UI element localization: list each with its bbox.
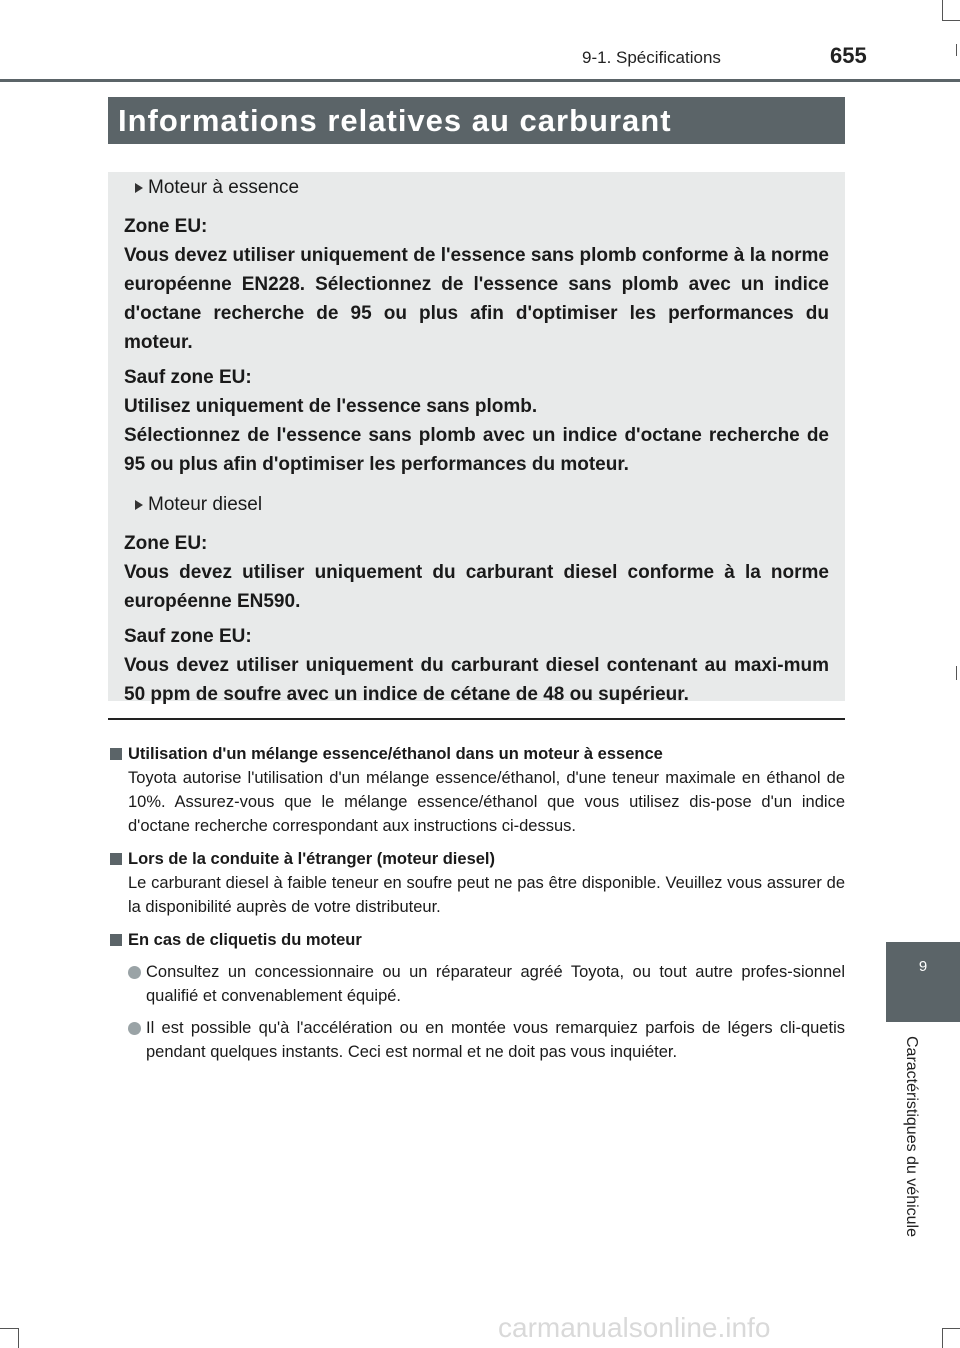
crop-mark [956, 666, 957, 680]
notes-section [108, 742, 845, 1073]
petrol-non-eu-text-1: Utilisez uniquement de l'essence sans plomb. [124, 396, 538, 417]
chapter-number: 9 [918, 958, 928, 975]
petrol-engine-heading-text: Moteur à essence [148, 177, 300, 198]
header-rule [0, 79, 960, 82]
note-title-text: Lors de la conduite à l'étranger (moteur diesel) [128, 850, 496, 868]
square-bullet-icon [110, 934, 122, 946]
diesel-engine-heading [148, 493, 829, 517]
crop-mark [942, 0, 943, 20]
chapter-title: Caractéristiques du véhicule [903, 1036, 920, 1237]
triangle-right-icon [135, 183, 143, 193]
crop-mark [942, 1328, 960, 1329]
list-item [108, 1016, 845, 1064]
note-title [108, 847, 845, 871]
page-number: 655 [830, 43, 867, 68]
petrol-eu-label: Zone EU: [124, 216, 208, 237]
crop-mark [0, 1328, 18, 1329]
note-knocking [108, 928, 845, 1064]
diesel-eu-label: Zone EU: [124, 533, 208, 554]
triangle-right-icon [135, 500, 143, 510]
crop-mark [942, 20, 960, 21]
crop-mark [956, 44, 957, 56]
diesel-non-eu-text: Vous devez utiliser uniquement du carburant diesel contenant au maxi-mum 50 ppm de soufre avec un indice de cétane de 48 ou supérieur. [124, 655, 829, 705]
note-abroad [108, 847, 845, 919]
square-bullet-icon [110, 748, 122, 760]
circle-bullet-icon [128, 966, 141, 979]
page-title: Informations relatives au carburant [108, 97, 845, 144]
list-item-text: Il est possible qu'à l'accélération ou en montée vous remarquiez parfois de légers cli-quetis pendant quelques instants. Ceci est normal et ne doit pas vous inquiéter. [146, 1019, 845, 1061]
crop-mark [18, 1328, 19, 1348]
section-divider [108, 718, 845, 720]
petrol-non-eu-label: Sauf zone EU: [124, 367, 252, 388]
note-body: Le carburant diesel à faible teneur en soufre peut ne pas être disponible. Veuillez vous assurer de la disponibilité auprès de votre distributeur. [128, 874, 845, 916]
note-title-text: Utilisation d'un mélange essence/éthanol dans un moteur à essence [128, 745, 663, 763]
fuel-info-box [108, 172, 845, 705]
circle-bullet-icon [128, 1022, 141, 1035]
crop-mark [942, 1328, 943, 1348]
note-title [108, 742, 845, 766]
section-label: 9-1. Spécifications [582, 48, 721, 67]
note-title-text: En cas de cliquetis du moteur [128, 931, 362, 949]
note-body: Toyota autorise l'utilisation d'un mélange essence/éthanol, d'une teneur maximale en éthanol de 10%. Assurez-vous que le mélange essence/éthanol que vous utilisez dis-pose d'un indice d'octane recherche correspondant aux instructions ci-dessus. [128, 769, 845, 835]
watermark: carmanualsonline.info [498, 1312, 771, 1343]
petrol-eu-zone [124, 212, 829, 357]
petrol-non-eu-zone [124, 363, 829, 479]
square-bullet-icon [110, 853, 122, 865]
note-title [108, 928, 845, 952]
diesel-non-eu-zone [124, 622, 829, 709]
petrol-engine-heading [148, 176, 829, 200]
petrol-non-eu-text-2: Sélectionnez de l'essence sans plomb avec un indice d'octane recherche de 95 ou plus afin d'optimiser les performances du moteur. [124, 425, 829, 475]
diesel-eu-text: Vous devez utiliser uniquement du carburant diesel conforme à la norme européenne EN590. [124, 562, 829, 612]
diesel-engine-heading-text: Moteur diesel [148, 494, 263, 515]
diesel-non-eu-label: Sauf zone EU: [124, 626, 252, 647]
note-ethanol [108, 742, 845, 838]
list-item [108, 960, 845, 1008]
list-item-text: Consultez un concessionnaire ou un réparateur agréé Toyota, ou tout autre profes-sionnel qualifié et convenablement équipé. [146, 963, 845, 1005]
diesel-eu-zone [124, 529, 829, 616]
chapter-tab [886, 942, 960, 1022]
petrol-eu-text: Vous devez utiliser uniquement de l'essence sans plomb conforme à la norme européenne EN228. Sélectionnez de l'essence sans plomb avec un indice d'octane recherche de 95 ou plus afin d'optimiser les performances du moteur. [124, 245, 829, 353]
